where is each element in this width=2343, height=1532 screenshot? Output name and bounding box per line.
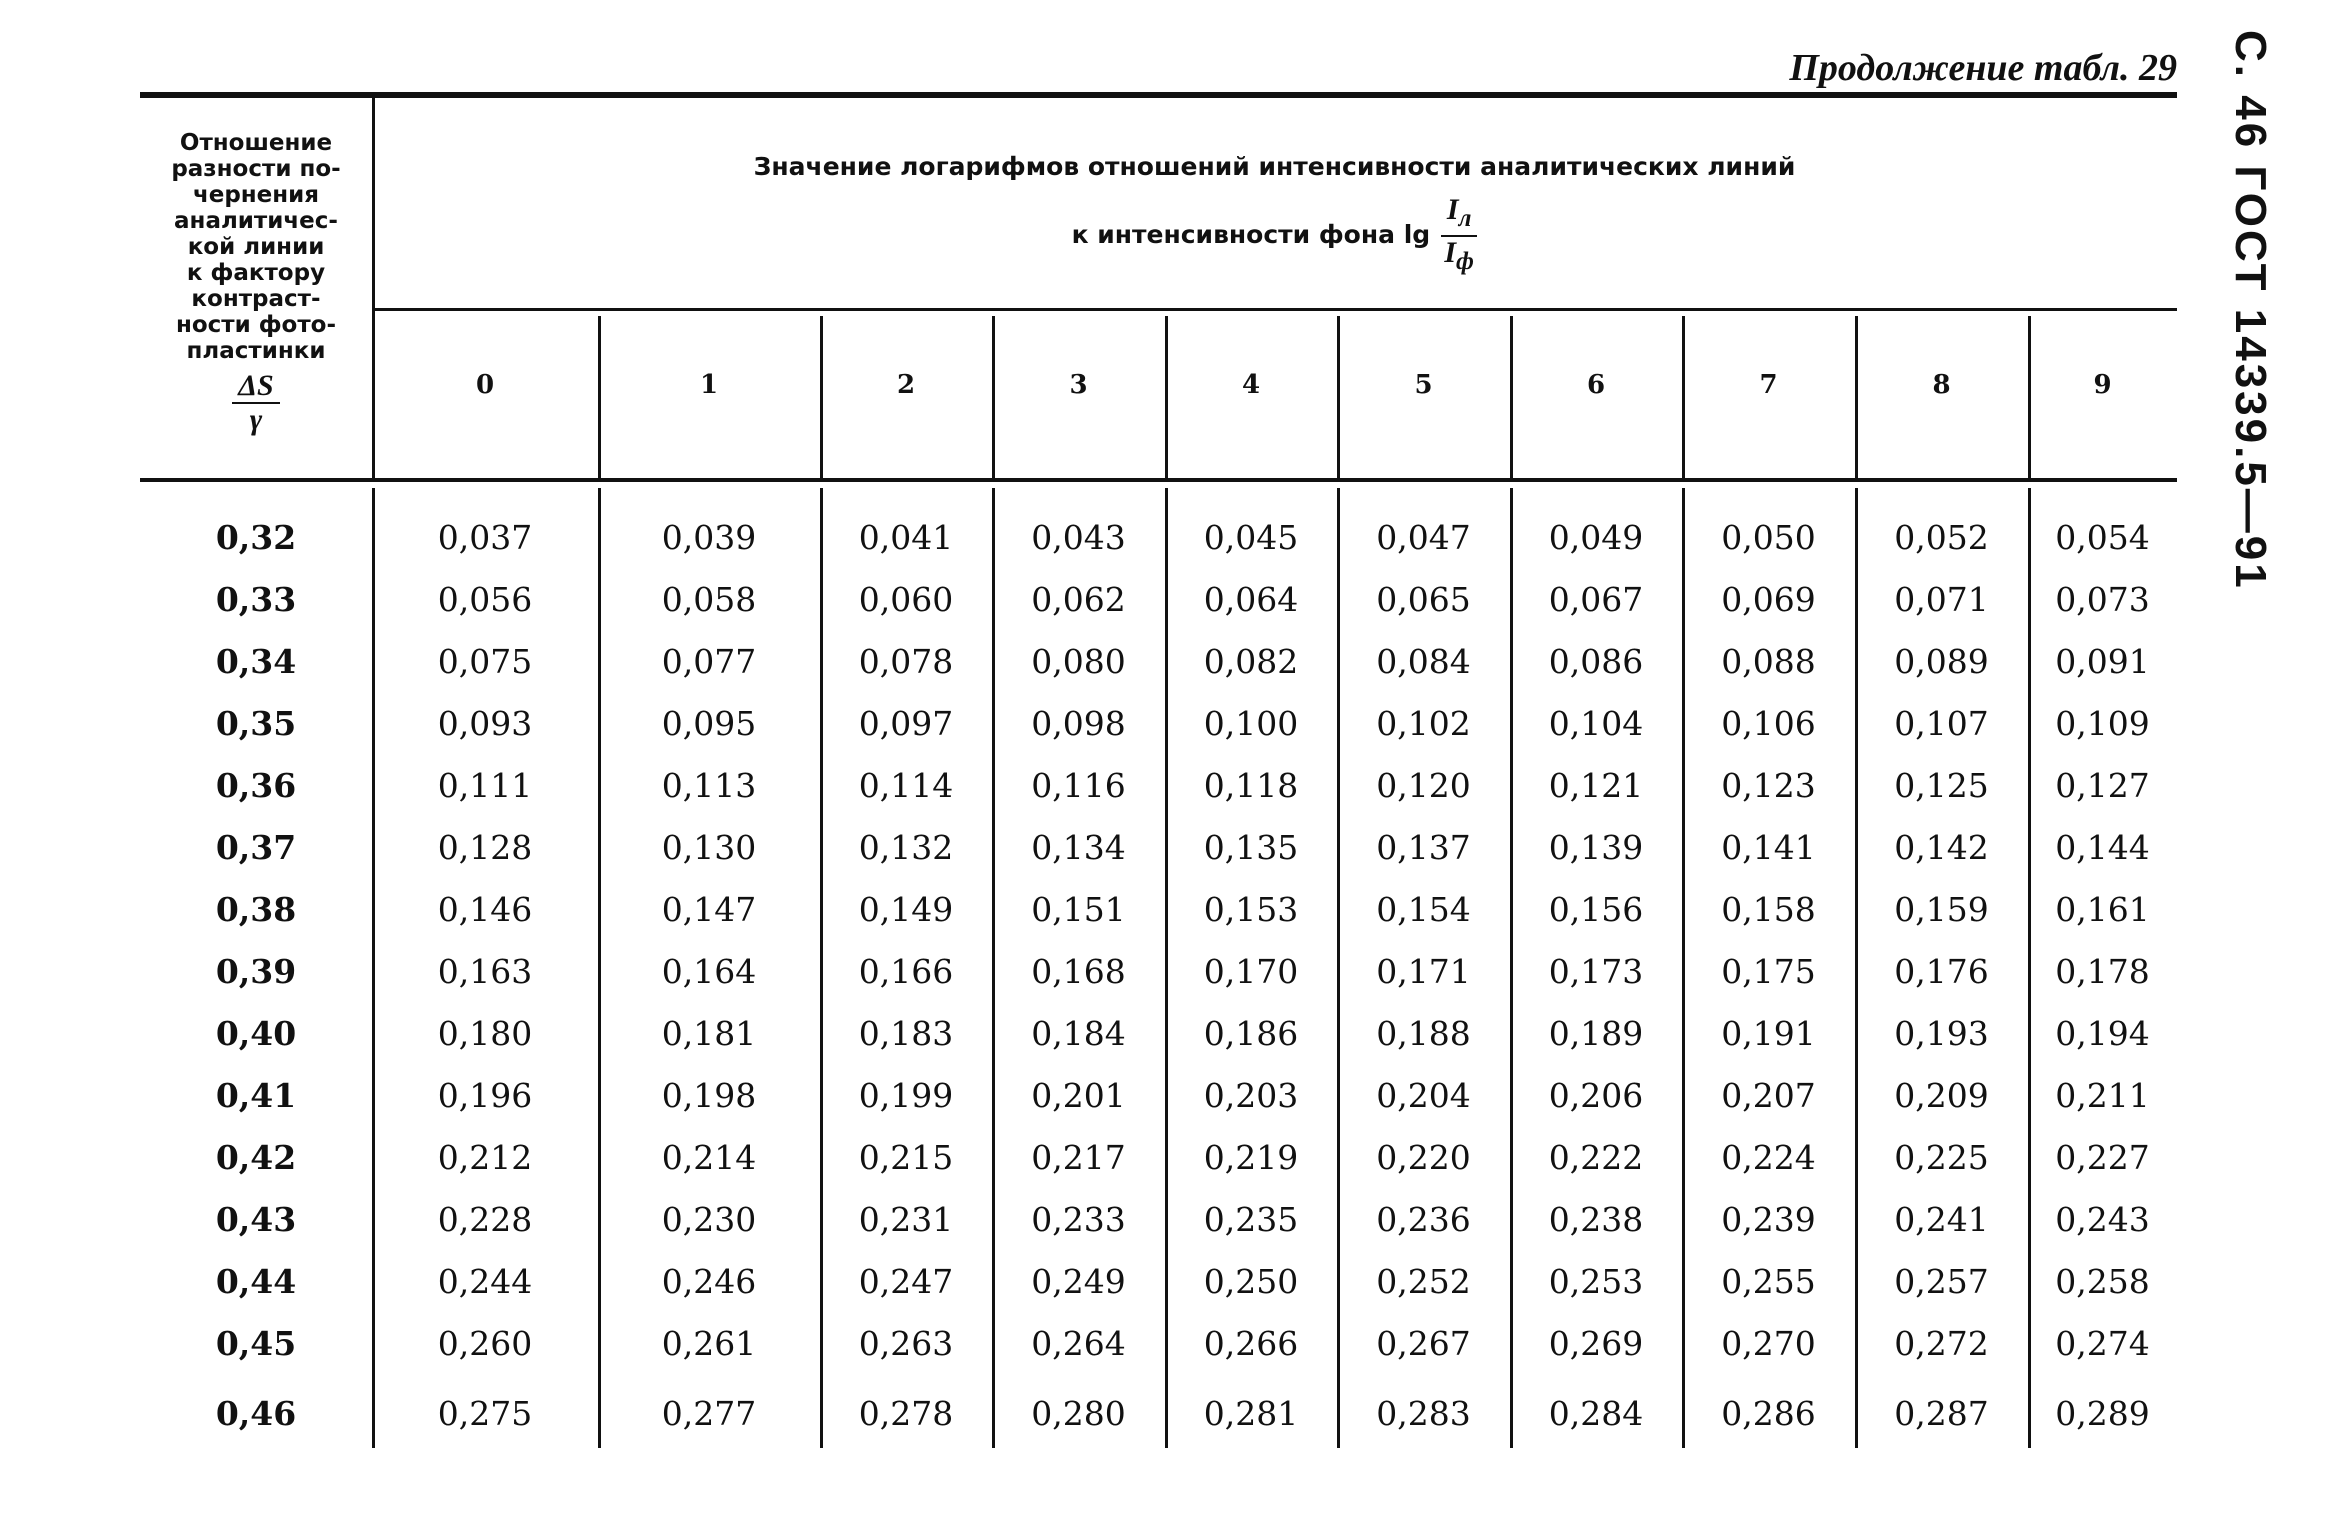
table-top-rule <box>140 92 2177 98</box>
table-cell: 0,163 <box>437 952 533 991</box>
table-cell: 0,078 <box>858 642 954 681</box>
table-cell: 0,170 <box>1203 952 1299 991</box>
table-cell: 0,180 <box>437 1014 533 1053</box>
header-subdivider-rule <box>372 308 2177 311</box>
table-cell: 0,281 <box>1203 1394 1299 1433</box>
table-cell: 0,125 <box>1894 766 1989 805</box>
table-row <box>0 880 2343 940</box>
lg-num-symbol: I <box>1446 193 1459 226</box>
table-cell: 0,239 <box>1721 1200 1816 1239</box>
table-cell: 0,168 <box>1031 952 1126 991</box>
table-cell: 0,283 <box>1376 1394 1471 1433</box>
table-cell: 0,120 <box>1376 766 1471 805</box>
table-cell: 0,236 <box>1376 1200 1471 1239</box>
table-cell: 0,137 <box>1376 828 1471 867</box>
table-cell: 0,225 <box>1894 1138 1989 1177</box>
table-cell: 0,147 <box>661 890 757 929</box>
column-header-line2-wrap <box>372 194 2177 278</box>
table-cell: 0,073 <box>2055 580 2150 619</box>
table-cell: 0,156 <box>1548 890 1644 929</box>
table-cell: 0,123 <box>1721 766 1816 805</box>
table-cell: 0,193 <box>1894 1014 1989 1053</box>
table-cell: 0,077 <box>661 642 757 681</box>
table-cell: 0,088 <box>1721 642 1816 681</box>
table-caption: Продолжение табл. 29 <box>1789 47 2177 89</box>
table-cell: 0,198 <box>661 1076 757 1115</box>
lg-den-subscript: ф <box>1456 248 1474 275</box>
table-cell: 0,093 <box>437 704 533 743</box>
table-cell: 0,135 <box>1203 828 1299 867</box>
table-row <box>0 508 2343 568</box>
table-cell: 0,270 <box>1721 1324 1816 1363</box>
table-cell: 0,235 <box>1203 1200 1299 1239</box>
table-cell: 0,049 <box>1548 518 1644 557</box>
table-cell: 0,191 <box>1721 1014 1816 1053</box>
table-cell: 0,039 <box>661 518 757 557</box>
stub-header-line: ности фото- <box>175 312 337 338</box>
table-cell: 0,272 <box>1894 1324 1989 1363</box>
table-cell: 0,041 <box>858 518 954 557</box>
table-cell: 0,287 <box>1894 1394 1989 1433</box>
stub-header-line: аналитичес- <box>174 208 338 234</box>
table-row <box>0 1314 2343 1374</box>
table-row <box>0 942 2343 1002</box>
stub-header-line: пластинки <box>186 338 326 364</box>
table-row <box>0 632 2343 692</box>
stub-header-line: кой линии <box>187 234 325 260</box>
table-row <box>0 1128 2343 1188</box>
stub-header-line: к фактору <box>186 260 326 286</box>
table-cell: 0,052 <box>1894 518 1989 557</box>
table-cell: 0,215 <box>858 1138 954 1177</box>
table-cell: 0,196 <box>437 1076 533 1115</box>
row-stub-value: 0,40 <box>215 1014 297 1053</box>
table-cell: 0,247 <box>858 1262 954 1301</box>
table-cell: 0,250 <box>1203 1262 1299 1301</box>
stub-header-line: контраст- <box>191 286 321 312</box>
table-cell: 0,267 <box>1376 1324 1471 1363</box>
table-cell: 0,275 <box>437 1394 533 1433</box>
table-cell: 0,114 <box>858 766 954 805</box>
table-cell: 0,244 <box>437 1262 533 1301</box>
table-cell: 0,045 <box>1203 518 1299 557</box>
table-cell: 0,121 <box>1548 766 1644 805</box>
stub-header-fraction <box>232 370 280 436</box>
row-stub-value: 0,36 <box>215 766 297 805</box>
row-stub-value: 0,33 <box>215 580 297 619</box>
stub-header-lines <box>140 130 372 364</box>
row-stub-value: 0,43 <box>215 1200 297 1239</box>
row-stub-value: 0,42 <box>215 1138 297 1177</box>
stub-header-line: Отношение <box>179 130 333 156</box>
table-cell: 0,199 <box>858 1076 954 1115</box>
table-cell: 0,189 <box>1548 1014 1644 1053</box>
table-row <box>0 1190 2343 1250</box>
table-cell: 0,064 <box>1203 580 1299 619</box>
table-row <box>0 570 2343 630</box>
table-cell: 0,176 <box>1894 952 1989 991</box>
table-cell: 0,139 <box>1548 828 1644 867</box>
row-stub-value: 0,32 <box>215 518 297 557</box>
table-row <box>0 1004 2343 1064</box>
table-cell: 0,204 <box>1376 1076 1471 1115</box>
table-cell: 0,089 <box>1894 642 1989 681</box>
value-columns-header <box>372 140 2177 278</box>
table-cell: 0,201 <box>1031 1076 1126 1115</box>
table-cell: 0,222 <box>1548 1138 1644 1177</box>
table-cell: 0,186 <box>1203 1014 1299 1053</box>
table-cell: 0,230 <box>661 1200 757 1239</box>
row-stub-value: 0,37 <box>215 828 297 867</box>
table-cell: 0,060 <box>858 580 954 619</box>
table-cell: 0,209 <box>1894 1076 1989 1115</box>
row-stub-value: 0,34 <box>215 642 297 681</box>
table-cell: 0,050 <box>1721 518 1816 557</box>
table-cell: 0,132 <box>858 828 954 867</box>
table-cell: 0,065 <box>1376 580 1471 619</box>
lg-fraction-denominator <box>1441 237 1478 278</box>
table-cell: 0,211 <box>2055 1076 2150 1115</box>
lg-num-subscript: л <box>1458 205 1472 232</box>
column-index-2: 2 <box>896 370 916 400</box>
table-cell: 0,224 <box>1721 1138 1816 1177</box>
table-cell: 0,109 <box>2055 704 2150 743</box>
table-cell: 0,219 <box>1203 1138 1299 1177</box>
table-cell: 0,175 <box>1721 952 1816 991</box>
table-cell: 0,127 <box>2055 766 2150 805</box>
table-cell: 0,231 <box>858 1200 954 1239</box>
table-cell: 0,154 <box>1376 890 1471 929</box>
table-cell: 0,159 <box>1894 890 1989 929</box>
column-index-5: 5 <box>1414 370 1433 400</box>
table-cell: 0,084 <box>1376 642 1471 681</box>
column-index-9: 9 <box>2093 370 2112 400</box>
column-index-8: 8 <box>1932 370 1951 400</box>
table-cell: 0,184 <box>1031 1014 1126 1053</box>
table-cell: 0,134 <box>1031 828 1126 867</box>
table-cell: 0,183 <box>858 1014 954 1053</box>
table-row <box>0 1384 2343 1444</box>
table-cell: 0,102 <box>1376 704 1471 743</box>
column-index-6: 6 <box>1586 370 1606 400</box>
row-stub-value: 0,39 <box>215 952 297 991</box>
row-stub-value: 0,38 <box>215 890 297 929</box>
stub-header-line: разности по- <box>171 156 341 182</box>
table-cell: 0,098 <box>1031 704 1126 743</box>
table-cell: 0,220 <box>1376 1138 1471 1177</box>
table-cell: 0,266 <box>1203 1324 1299 1363</box>
stub-header-line: чернения <box>192 182 320 208</box>
table-cell: 0,253 <box>1548 1262 1644 1301</box>
table-cell: 0,241 <box>1894 1200 1989 1239</box>
column-header-line2: к интенсивности фона lg <box>1071 220 1431 249</box>
stub-fraction-denominator: γ <box>249 403 263 436</box>
table-cell: 0,286 <box>1721 1394 1816 1433</box>
row-stub-value: 0,41 <box>215 1076 297 1115</box>
table-cell: 0,217 <box>1031 1138 1126 1177</box>
lg-fraction-numerator <box>1441 194 1478 237</box>
table-cell: 0,166 <box>858 952 954 991</box>
table-cell: 0,246 <box>661 1262 757 1301</box>
table-cell: 0,111 <box>437 766 533 805</box>
column-index-7: 7 <box>1759 370 1778 400</box>
table-cell: 0,146 <box>437 890 533 929</box>
table-cell: 0,255 <box>1721 1262 1816 1301</box>
stub-column-header <box>140 130 372 436</box>
table-cell: 0,214 <box>661 1138 757 1177</box>
table-cell: 0,284 <box>1548 1394 1644 1433</box>
table-cell: 0,058 <box>661 580 757 619</box>
table-cell: 0,141 <box>1721 828 1816 867</box>
table-cell: 0,257 <box>1894 1262 1989 1301</box>
lg-den-symbol: I <box>1444 236 1457 269</box>
row-stub-value: 0,35 <box>215 704 297 743</box>
table-cell: 0,252 <box>1376 1262 1471 1301</box>
table-cell: 0,194 <box>2055 1014 2150 1053</box>
table-cell: 0,203 <box>1203 1076 1299 1115</box>
table-cell: 0,056 <box>437 580 533 619</box>
table-cell: 0,260 <box>437 1324 533 1363</box>
table-cell: 0,043 <box>1031 518 1126 557</box>
table-cell: 0,261 <box>661 1324 757 1363</box>
table-cell: 0,158 <box>1721 890 1816 929</box>
table-cell: 0,274 <box>2055 1324 2150 1363</box>
table-cell: 0,104 <box>1548 704 1644 743</box>
table-cell: 0,207 <box>1721 1076 1816 1115</box>
side-header-text: С. 46 ГОСТ 14339.5—91 <box>2226 30 2275 591</box>
table-cell: 0,100 <box>1203 704 1299 743</box>
table-cell: 0,062 <box>1031 580 1126 619</box>
table-row <box>0 694 2343 754</box>
table-cell: 0,164 <box>661 952 757 991</box>
table-cell: 0,054 <box>2055 518 2150 557</box>
column-index-0: 0 <box>475 370 495 400</box>
table-cell: 0,151 <box>1031 890 1126 929</box>
table-cell: 0,277 <box>661 1394 757 1433</box>
table-cell: 0,118 <box>1203 766 1299 805</box>
table-cell: 0,069 <box>1721 580 1816 619</box>
table-cell: 0,091 <box>2055 642 2150 681</box>
table-cell: 0,128 <box>437 828 533 867</box>
table-cell: 0,142 <box>1894 828 1989 867</box>
table-cell: 0,171 <box>1376 952 1471 991</box>
column-header-line1: Значение логарифмов отношений интенсивности аналитических линий <box>753 152 1796 181</box>
column-index-4: 4 <box>1241 370 1261 400</box>
stub-fraction-numerator: ΔS <box>232 370 280 404</box>
table-cell: 0,080 <box>1031 642 1126 681</box>
table-row <box>0 1252 2343 1312</box>
table-cell: 0,263 <box>858 1324 954 1363</box>
table-cell: 0,233 <box>1031 1200 1126 1239</box>
table-cell: 0,278 <box>858 1394 954 1433</box>
table-cell: 0,206 <box>1548 1076 1644 1115</box>
table-cell: 0,071 <box>1894 580 1989 619</box>
table-cell: 0,075 <box>437 642 533 681</box>
table-row <box>0 756 2343 816</box>
table-cell: 0,178 <box>2055 952 2150 991</box>
table-cell: 0,243 <box>2055 1200 2150 1239</box>
table-cell: 0,153 <box>1203 890 1299 929</box>
row-stub-value: 0,45 <box>215 1324 297 1363</box>
table-cell: 0,161 <box>2055 890 2150 929</box>
table-cell: 0,130 <box>661 828 757 867</box>
table-cell: 0,188 <box>1376 1014 1471 1053</box>
table-cell: 0,037 <box>437 518 533 557</box>
table-cell: 0,095 <box>661 704 757 743</box>
table-cell: 0,113 <box>661 766 757 805</box>
table-cell: 0,086 <box>1548 642 1644 681</box>
table-cell: 0,269 <box>1548 1324 1644 1363</box>
table-cell: 0,149 <box>858 890 954 929</box>
table-cell: 0,228 <box>437 1200 533 1239</box>
table-cell: 0,212 <box>437 1138 533 1177</box>
row-stub-value: 0,46 <box>215 1394 297 1433</box>
table-cell: 0,238 <box>1548 1200 1644 1239</box>
table-cell: 0,107 <box>1894 704 1989 743</box>
table-cell: 0,067 <box>1548 580 1644 619</box>
row-stub-value: 0,44 <box>215 1262 297 1301</box>
table-cell: 0,082 <box>1203 642 1299 681</box>
table-cell: 0,116 <box>1031 766 1126 805</box>
table-cell: 0,289 <box>2055 1394 2150 1433</box>
table-cell: 0,258 <box>2055 1262 2150 1301</box>
table-cell: 0,181 <box>661 1014 757 1053</box>
lg-fraction <box>1441 194 1478 278</box>
table-cell: 0,280 <box>1031 1394 1126 1433</box>
column-index-1: 1 <box>699 370 719 400</box>
table-row <box>0 1066 2343 1126</box>
table-cell: 0,047 <box>1376 518 1471 557</box>
table-cell: 0,227 <box>2055 1138 2150 1177</box>
table-cell: 0,097 <box>858 704 954 743</box>
table-row <box>0 818 2343 878</box>
table-cell: 0,144 <box>2055 828 2150 867</box>
table-cell: 0,106 <box>1721 704 1816 743</box>
table-cell: 0,264 <box>1031 1324 1126 1363</box>
header-bottom-rule <box>140 478 2177 482</box>
table-cell: 0,249 <box>1031 1262 1126 1301</box>
column-index-3: 3 <box>1069 370 1088 400</box>
table-cell: 0,173 <box>1548 952 1644 991</box>
side-running-header <box>2215 30 2285 591</box>
